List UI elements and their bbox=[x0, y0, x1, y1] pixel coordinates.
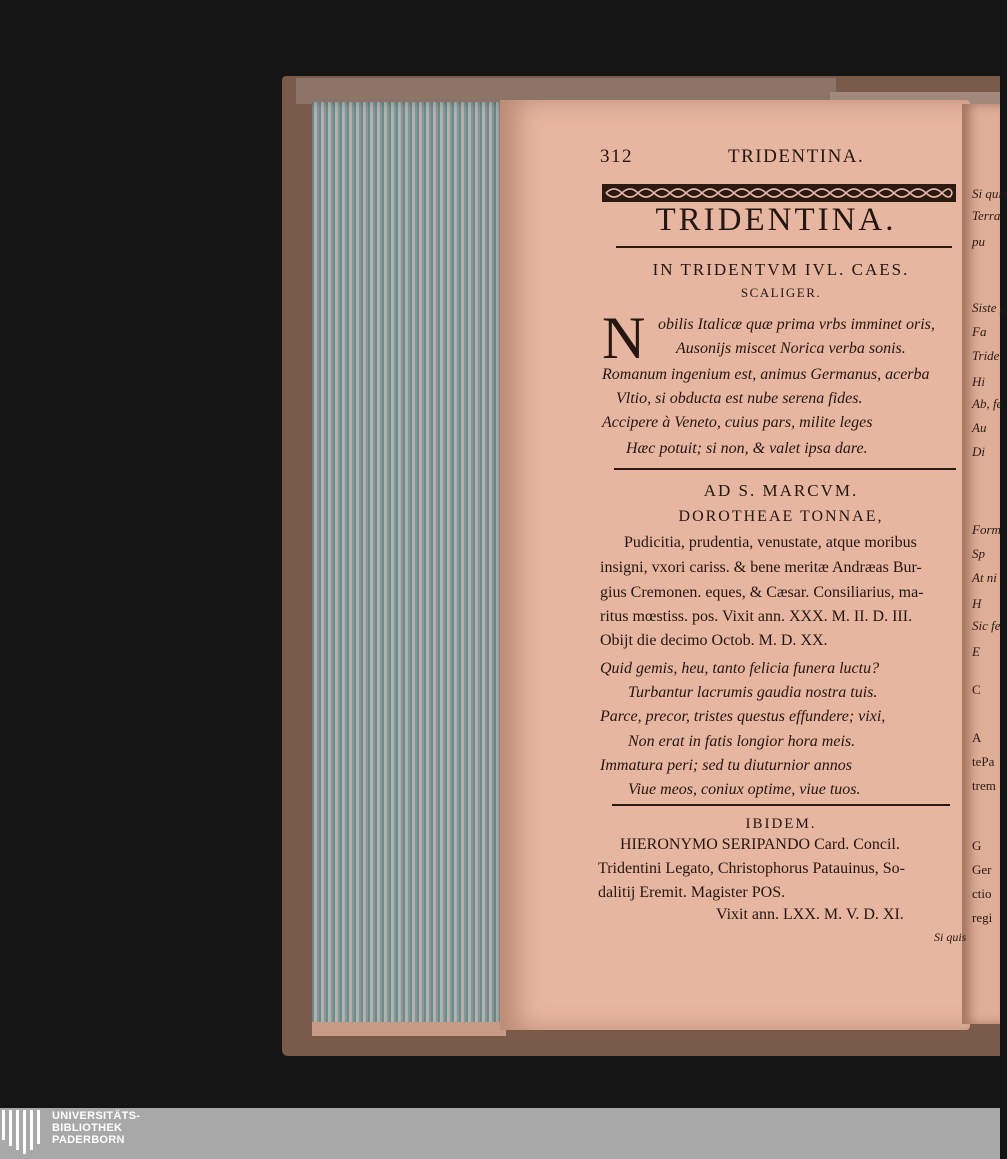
rule-3 bbox=[612, 804, 950, 806]
prose-line: insigni, vxori cariss. & bene meritæ Andræas Bur- bbox=[600, 559, 922, 576]
prose-line: Pudicitia, prudentia, venustate, atque moribus bbox=[624, 534, 917, 551]
facing-page-fragment: Sic fe bbox=[972, 618, 1001, 633]
prose-line: gius Cremonen. eques, & Cæsar. Consiliarius, ma- bbox=[600, 584, 924, 601]
facing-page-fragment: Tride bbox=[972, 348, 1000, 363]
verse-line: Ausonijs miscet Norica verba sonis. bbox=[676, 340, 906, 357]
prose-line: dalitij Eremit. Magister POS. bbox=[598, 884, 786, 901]
facing-page-fragment: tePa bbox=[972, 754, 995, 769]
facing-page-fragment: Ger bbox=[972, 862, 992, 877]
verse-line: Romanum ingenium est, animus Germanus, acerba bbox=[602, 366, 930, 383]
facing-page-fragment: G bbox=[972, 838, 982, 853]
facing-page-fragment: H bbox=[972, 596, 982, 611]
prose-line: Tridentini Legato, Christophorus Patauinus, So- bbox=[598, 860, 905, 877]
facing-page-fragment: regi bbox=[972, 910, 993, 925]
verse-line: Viue meos, coniux optime, viue tuos. bbox=[628, 781, 861, 798]
facing-page-fragment: Hi bbox=[972, 374, 985, 389]
library-name-line: UNIVERSITÄTS- bbox=[52, 1110, 141, 1122]
verse-line: Hæc potuit; si non, & valet ipsa dare. bbox=[626, 440, 868, 457]
section2-subheading: DOROTHEAE TONNAE, bbox=[678, 508, 884, 525]
verse-line: Vltio, si obducta est nube serena fides. bbox=[616, 390, 863, 407]
section1-author: SCALIGER. bbox=[740, 285, 822, 300]
verse-line: Accipere à Veneto, cuius pars, milite leges bbox=[602, 414, 873, 431]
facing-page-fragment: Ab, fe bbox=[972, 396, 1003, 411]
facing-page-fragment: trem bbox=[972, 778, 996, 793]
facing-page-fragment: Di bbox=[972, 444, 985, 459]
facing-page-fragment: Form bbox=[972, 522, 1001, 537]
ornament-band bbox=[602, 182, 956, 204]
drop-cap: N bbox=[602, 305, 646, 371]
facing-page-fragment: pu bbox=[972, 234, 985, 249]
verse-line: Parce, precor, tristes questus effundere; vixi, bbox=[600, 708, 886, 725]
verse-line: Quid gemis, heu, tanto felicia funera luctu? bbox=[600, 660, 880, 677]
library-name-line: PADERBORN bbox=[52, 1134, 125, 1146]
verse-line: Non erat in fatis longior hora meis. bbox=[628, 733, 856, 750]
library-name-line: BIBLIOTHEK bbox=[52, 1122, 123, 1134]
section1-heading: IN TRIDENTVM IVL. CAES. bbox=[652, 260, 910, 279]
library-logo-icon bbox=[2, 1110, 44, 1154]
facing-page-fragment: A bbox=[972, 730, 982, 745]
library-footer bbox=[0, 1108, 1000, 1159]
prose-line: Obijt die decimo Octob. M. D. XX. bbox=[600, 632, 828, 649]
rule-2 bbox=[614, 468, 956, 470]
verse-line: Turbantur lacrumis gaudia nostra tuis. bbox=[628, 684, 878, 701]
section3-heading: IBIDEM. bbox=[745, 816, 817, 832]
facing-page bbox=[962, 104, 1007, 1024]
section2-heading: AD S. MARCVM. bbox=[703, 481, 859, 500]
page-fore-edge bbox=[312, 102, 506, 1036]
facing-page-fragment: Siste g bbox=[972, 300, 1007, 315]
running-title: TRIDENTINA. bbox=[728, 146, 865, 167]
facing-page-fragment: C bbox=[972, 682, 981, 697]
page-title: TRIDENTINA. bbox=[655, 202, 897, 238]
facing-page-fragment: ctio bbox=[972, 886, 992, 901]
catchword: Si quis bbox=[934, 930, 967, 944]
facing-page-fragment: Au bbox=[972, 420, 987, 435]
verse-line: obilis Italicæ quæ prima vrbs imminet oris, bbox=[658, 316, 935, 333]
library-name bbox=[52, 1110, 140, 1146]
facing-page-fragment: At ni bbox=[972, 570, 997, 585]
facing-page-fragment: Fa bbox=[972, 324, 987, 339]
verse-line: Immatura peri; sed tu diuturnior annos bbox=[600, 757, 852, 774]
facing-page-fragment: Terra bbox=[972, 208, 1001, 223]
prose-line: ritus mœstiss. pos. Vixit ann. XXX. M. II. D. III. bbox=[600, 608, 913, 625]
facing-page-fragment: Si quis bbox=[972, 186, 1007, 201]
facing-page-fragment: E bbox=[972, 644, 980, 659]
facing-page-fragment: Sp bbox=[972, 546, 985, 561]
page-number: 312 bbox=[600, 146, 633, 167]
prose-line: Vixit ann. LXX. M. V. D. XI. bbox=[716, 906, 904, 923]
rule-1 bbox=[616, 246, 952, 248]
prose-line: HIERONYMO SERIPANDO Card. Concil. bbox=[620, 836, 900, 853]
